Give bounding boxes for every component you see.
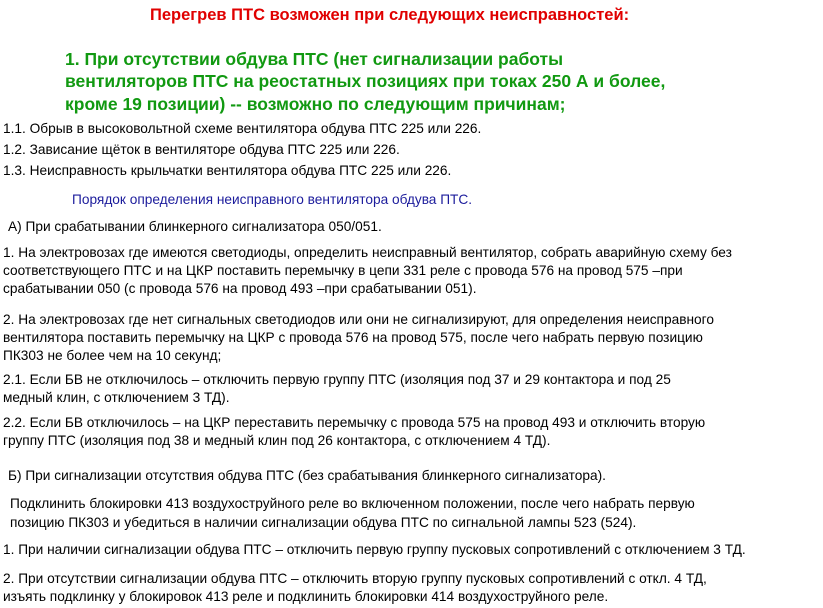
b2-line-1: 2. При отсутствии сигнализации обдува ПТС – отключить вторую группу пусковых сопротивлений с откл. 4 ТД, — [3, 571, 707, 586]
heading-line-2: вентиляторов ПТС на реостатных позициях при токах 250 А и более, — [65, 71, 666, 91]
b1-line: 1. При наличии сигнализации обдува ПТС – отключить первую группу пусковых сопротивлений с отключением 3 ТД. — [3, 542, 746, 557]
a21-line-1: 2.1. Если БВ не отключилось – отключить первую группу ПТС (изоляция под 37 и 29 контактора и под 25 — [3, 372, 671, 387]
heading-line-3: кроме 19 позиции) -- возможно по следующим причинам; — [65, 94, 566, 114]
a1-line-1: 1. На электровозах где имеются светодиоды, определить неисправный вентилятор, собрать аварийную схему без — [3, 245, 732, 260]
cause-1-3: 1.3. Неисправность крыльчатки вентилятора обдува ПТС 225 или 226. — [3, 163, 452, 178]
a2-line-2: вентилятора поставить перемычку на ЦКР с провода 576 на провод 575, после чего набрать первую позицию — [3, 330, 703, 345]
section-b-heading: Б) При сигнализации отсутствия обдува ПТС (без срабатывания блинкерного сигнализатора). — [8, 468, 606, 483]
a1-line-2: соответствующего ПТС и на ЦКР поставить перемычку в цепи 331 реле с провода 576 на провод 575 –при — [3, 263, 683, 278]
page-title: Перегрев ПТС возможен при следующих неисправностей: — [150, 6, 630, 24]
b2-line-2: изъять подклинку у блокировок 413 реле и подклинить блокировки 414 воздухоструйного реле. — [3, 589, 609, 604]
heading-line-1: 1. При отсутствии обдува ПТС (нет сигнализации работы — [65, 49, 564, 69]
a21-line-2: медный клин, с отключением 3 ТД). — [3, 390, 230, 405]
b-intro-line-1: Подклинить блокировки 413 воздухоструйного реле во включенном положении, после чего набрать первую — [10, 496, 695, 511]
a1-line-3: срабатывании 050 (с провода 576 на провод 493 –при срабатывании 051). — [3, 281, 477, 296]
a22-line-2: группу ПТС (изоляция под 38 и медный клин под 26 контактора, с отключением 4 ТД). — [3, 433, 551, 448]
cause-1-2: 1.2. Зависание щёток в вентиляторе обдува ПТС 225 или 226. — [3, 142, 400, 157]
cause-1-1: 1.1. Обрыв в высоковольтной схеме вентилятора обдува ПТС 225 или 226. — [3, 121, 482, 136]
section-a-heading: А) При срабатывании блинкерного сигнализатора 050/051. — [8, 219, 382, 234]
a2-line-3: ПК303 не более чем на 10 секунд; — [3, 348, 222, 363]
a22-line-1: 2.2. Если БВ отключилось – на ЦКР переставить перемычку с провода 575 на провод 493 и отключить вторую — [3, 415, 706, 430]
a2-line-1: 2. На электровозах где нет сигнальных светодиодов или они не сигнализируют, для определения неисправного — [3, 312, 714, 327]
b-intro-line-2: позицию ПК303 и убедиться в наличии сигнализации обдува ПТС по сигнальной лампы 523 (524). — [10, 515, 637, 530]
procedure-title: Порядок определения неисправного вентилятора обдува ПТС. — [72, 192, 473, 207]
